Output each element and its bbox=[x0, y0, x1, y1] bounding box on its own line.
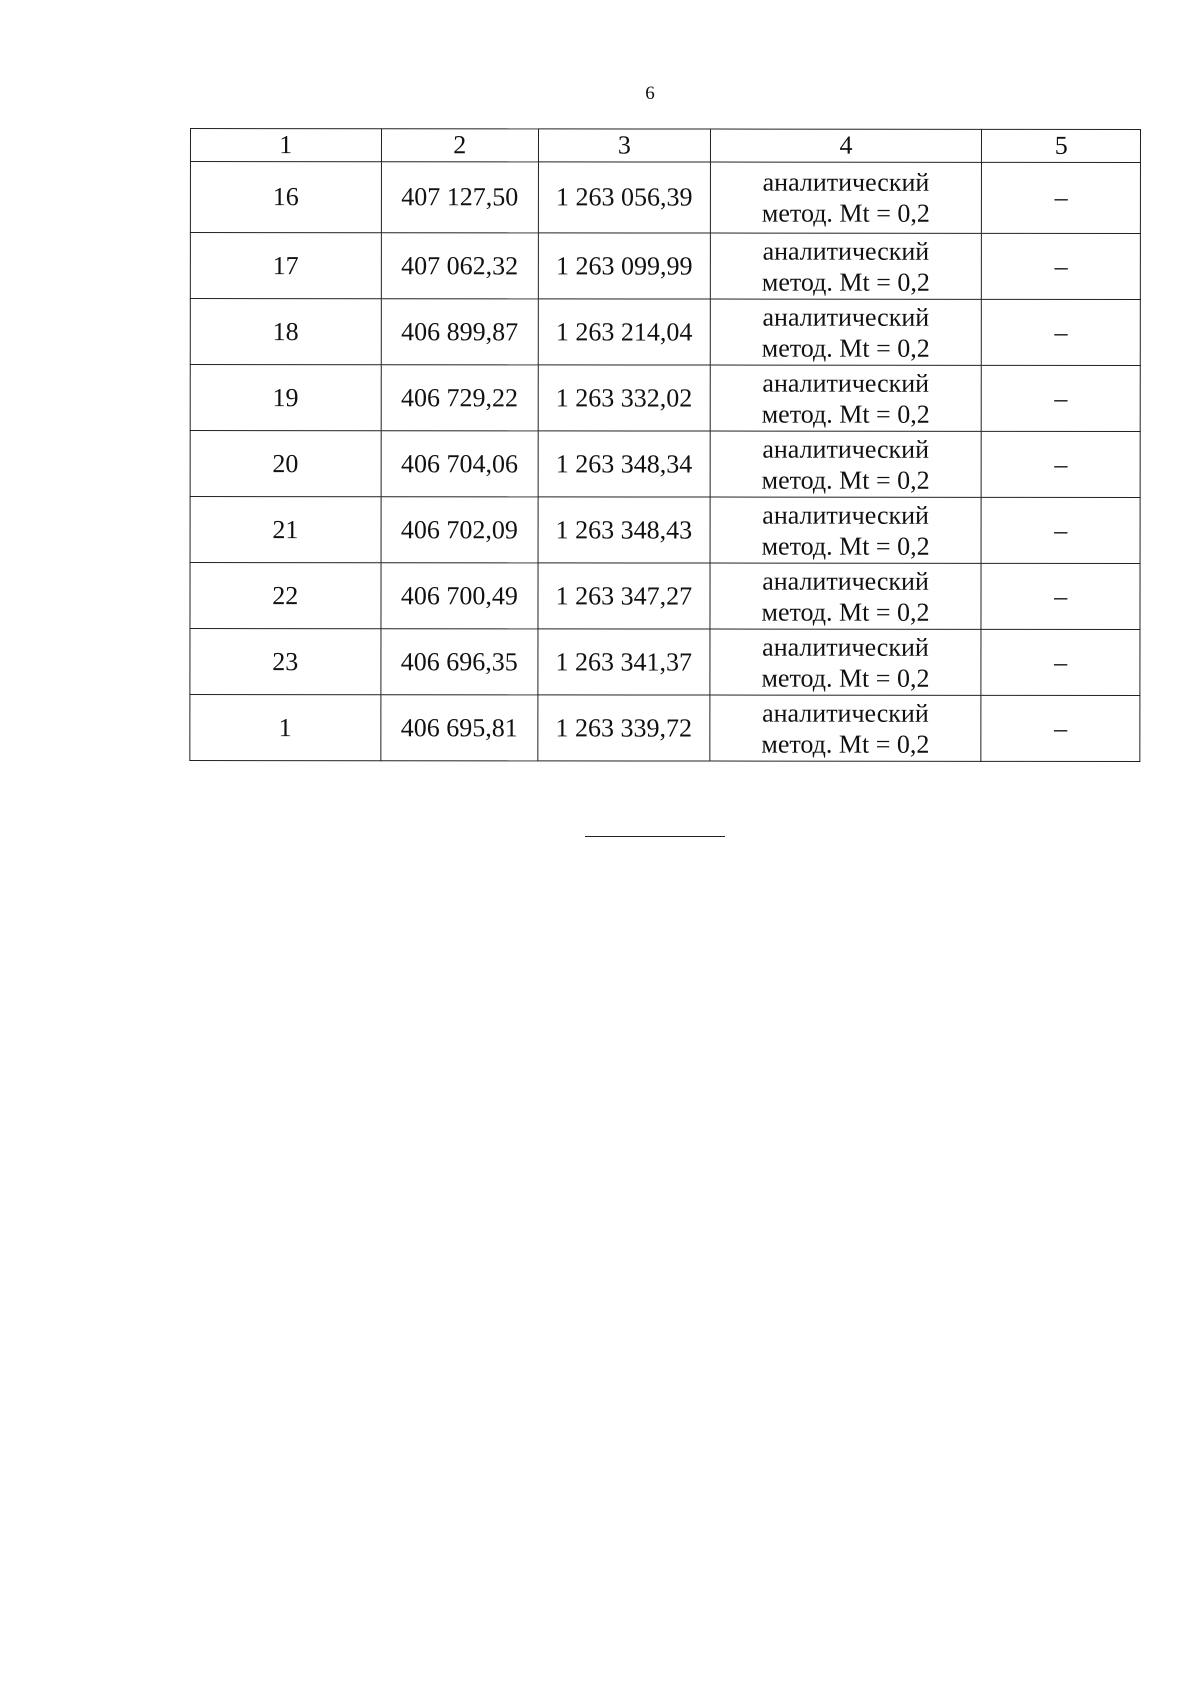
table-row bbox=[190, 299, 1140, 366]
column-header-1: 1 bbox=[190, 129, 381, 162]
end-of-document-rule bbox=[585, 836, 725, 837]
table-row bbox=[190, 162, 1140, 234]
method-cell bbox=[710, 233, 982, 299]
y-coordinate-cell: 1 263 341,37 bbox=[538, 629, 710, 695]
x-coordinate-cell: 406 702,09 bbox=[381, 497, 539, 563]
y-coordinate-cell: 1 263 099,99 bbox=[538, 233, 710, 299]
y-coordinate-cell: 1 263 348,43 bbox=[538, 497, 710, 563]
y-coordinate-cell: 1 263 056,39 bbox=[538, 162, 710, 233]
description-cell: – bbox=[981, 695, 1140, 761]
x-coordinate-cell: 406 704,06 bbox=[381, 431, 539, 497]
method-line-1: аналитический bbox=[762, 566, 929, 596]
table-row bbox=[190, 695, 1140, 762]
x-coordinate-cell: 406 700,49 bbox=[381, 563, 539, 629]
method-line-1: аналитический bbox=[762, 500, 929, 530]
x-coordinate-cell: 406 729,22 bbox=[381, 365, 539, 431]
method-cell bbox=[710, 563, 982, 629]
method-cell bbox=[710, 497, 982, 563]
description-cell: – bbox=[981, 563, 1140, 629]
column-header-4: 4 bbox=[710, 129, 982, 162]
method-line-2: метод. Mt = 0,2 bbox=[761, 729, 930, 759]
x-coordinate-cell: 406 899,87 bbox=[381, 299, 539, 365]
method-line-2: метод. Mt = 0,2 bbox=[761, 267, 930, 297]
method-cell bbox=[710, 162, 982, 233]
description-cell: – bbox=[982, 365, 1141, 431]
point-number-cell: 20 bbox=[190, 431, 381, 497]
column-header-3: 3 bbox=[539, 129, 711, 162]
description-cell: – bbox=[981, 629, 1140, 695]
method-line-2: метод. Mt = 0,2 bbox=[761, 597, 930, 627]
method-line-2: метод. Mt = 0,2 bbox=[761, 333, 930, 363]
description-cell: – bbox=[982, 233, 1141, 299]
table-row bbox=[190, 497, 1140, 564]
description-cell: – bbox=[982, 431, 1141, 497]
description-cell: – bbox=[982, 299, 1141, 365]
table-row bbox=[190, 365, 1140, 432]
coordinates-table bbox=[189, 128, 1141, 762]
table-row bbox=[190, 629, 1140, 696]
method-cell bbox=[709, 695, 981, 761]
method-line-2: метод. Mt = 0,2 bbox=[761, 399, 930, 429]
description-cell: – bbox=[982, 162, 1141, 233]
x-coordinate-cell: 407 062,32 bbox=[381, 233, 539, 299]
point-number-cell: 17 bbox=[190, 233, 381, 299]
y-coordinate-cell: 1 263 347,27 bbox=[538, 563, 710, 629]
point-number-cell: 18 bbox=[190, 299, 381, 365]
point-number-cell: 16 bbox=[190, 162, 381, 233]
method-cell bbox=[710, 629, 982, 695]
x-coordinate-cell: 406 695,81 bbox=[380, 695, 538, 761]
method-line-1: аналитический bbox=[762, 632, 929, 662]
y-coordinate-cell: 1 263 332,02 bbox=[538, 365, 710, 431]
y-coordinate-cell: 1 263 339,72 bbox=[538, 695, 710, 761]
table-row bbox=[190, 233, 1140, 300]
method-line-2: метод. Mt = 0,2 bbox=[761, 465, 930, 495]
point-number-cell: 21 bbox=[190, 497, 381, 563]
method-line-2: метод. Mt = 0,2 bbox=[761, 663, 930, 693]
method-line-2: метод. Mt = 0,2 bbox=[761, 198, 930, 228]
page-number: 6 bbox=[645, 83, 655, 104]
column-header-5: 5 bbox=[982, 129, 1141, 162]
method-line-1: аналитический bbox=[762, 434, 930, 464]
column-header-2: 2 bbox=[381, 129, 539, 162]
table-row bbox=[190, 563, 1140, 630]
method-cell bbox=[710, 431, 982, 497]
method-line-1: аналитический bbox=[762, 236, 930, 266]
point-number-cell: 19 bbox=[190, 365, 381, 431]
table-header-row bbox=[190, 129, 1140, 163]
method-line-1: аналитический bbox=[762, 698, 929, 728]
method-cell bbox=[710, 365, 982, 431]
method-line-1: аналитический bbox=[762, 167, 930, 197]
point-number-cell: 1 bbox=[190, 695, 381, 761]
table-row bbox=[190, 431, 1140, 498]
method-line-1: аналитический bbox=[762, 302, 930, 332]
y-coordinate-cell: 1 263 214,04 bbox=[538, 299, 710, 365]
x-coordinate-cell: 407 127,50 bbox=[381, 162, 539, 233]
description-cell: – bbox=[981, 497, 1140, 563]
y-coordinate-cell: 1 263 348,34 bbox=[538, 431, 710, 497]
method-line-2: метод. Mt = 0,2 bbox=[761, 531, 930, 561]
point-number-cell: 22 bbox=[190, 563, 381, 629]
method-cell bbox=[710, 299, 982, 365]
method-line-1: аналитический bbox=[762, 368, 930, 398]
point-number-cell: 23 bbox=[190, 629, 381, 695]
x-coordinate-cell: 406 696,35 bbox=[381, 629, 539, 695]
